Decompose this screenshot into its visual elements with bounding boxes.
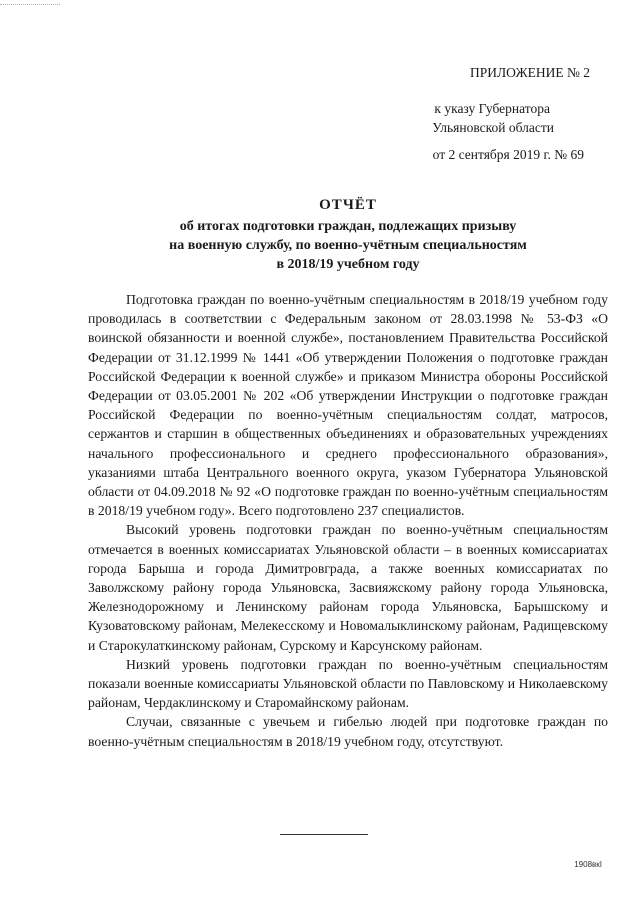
paragraph-1: Подготовка граждан по военно-учётным специальностям в 2018/19 учебном году проводилась в соответствии с Федеральным законом от 28.03.1998 № 53-ФЗ «О воинской обязанности и военной службе», постановлением Правительства Российской Федерации от 31.12.1999 № 1441 «Об утверждении Положения о подготовке граждан Российской Федерации к военной службе» и приказом Министра обороны Российской Федерации от 03.05.2001 № 202 «Об утверждении Инструкции о подготовке граждан Российской Федерации по военно-учётным специальностям солдат, матросов, сержантов и старшин в общественных объединениях и образовательных учреждениях начального профессионального и среднего профессионального образования», указаниями штаба Центрального военного округа, указом Губернатора Ульяновской области от 04.09.2018 № 92 «О подготовке граждан по военно-учётным специальностям в 2018/19 учебном году». Всего подготовлено 237 специалистов. bbox=[88, 292, 608, 519]
appendix-label: ПРИЛОЖЕНИЕ № 2 bbox=[469, 65, 590, 80]
report-title-line-3: в 2018/19 учебном году bbox=[276, 257, 420, 272]
paragraph-3: Низкий уровень подготовки граждан по военно-учётным специальностям показали военные комиссариаты Ульяновской области по Павловскому и Николаевскому районам, Чердаклинскому и Старомайнскому районам. bbox=[88, 656, 608, 711]
report-title bbox=[88, 196, 608, 274]
appendix-to-decree: к указу Губернатора bbox=[434, 101, 550, 116]
report-body bbox=[88, 290, 608, 751]
scan-artifact bbox=[0, 4, 60, 9]
report-title-line-2: на военную службу, по военно-учётным специальностям bbox=[169, 238, 527, 253]
paragraph-2: Высокий уровень подготовки граждан по военно-учётным специальностям отмечается в военных комиссариатах Ульяновской области – в военных комиссариатах города Барыша и города Димитровграда, а также военных комиссариатах по Заволжскому району города Ульяновска, Засвияжскому району города Ульяновска, Железнодорожному и Ленинскому районам города Ульяновска, Барышскому и Кузоватовскому районам, Мелекесскому и Новомалыклинскому районам, Радищевскому и Старокулаткинскому районам, Сурскому и Карсунскому районам. bbox=[88, 522, 608, 653]
appendix-date-number: от 2 сентября 2019 г. № 69 bbox=[432, 147, 584, 162]
document-code: 1908вкI bbox=[574, 860, 602, 869]
paragraph-4: Случаи, связанные с увечьем и гибелью людей при подготовке граждан по военно-учётным специальностям в 2018/19 учебном году, отсутствуют. bbox=[88, 714, 608, 749]
closing-rule bbox=[280, 834, 368, 835]
report-title-main: ОТЧЁТ bbox=[319, 197, 377, 213]
appendix-region: Ульяновской области bbox=[432, 120, 554, 135]
report-title-line-1: об итогах подготовки граждан, подлежащих призыву bbox=[179, 219, 517, 234]
